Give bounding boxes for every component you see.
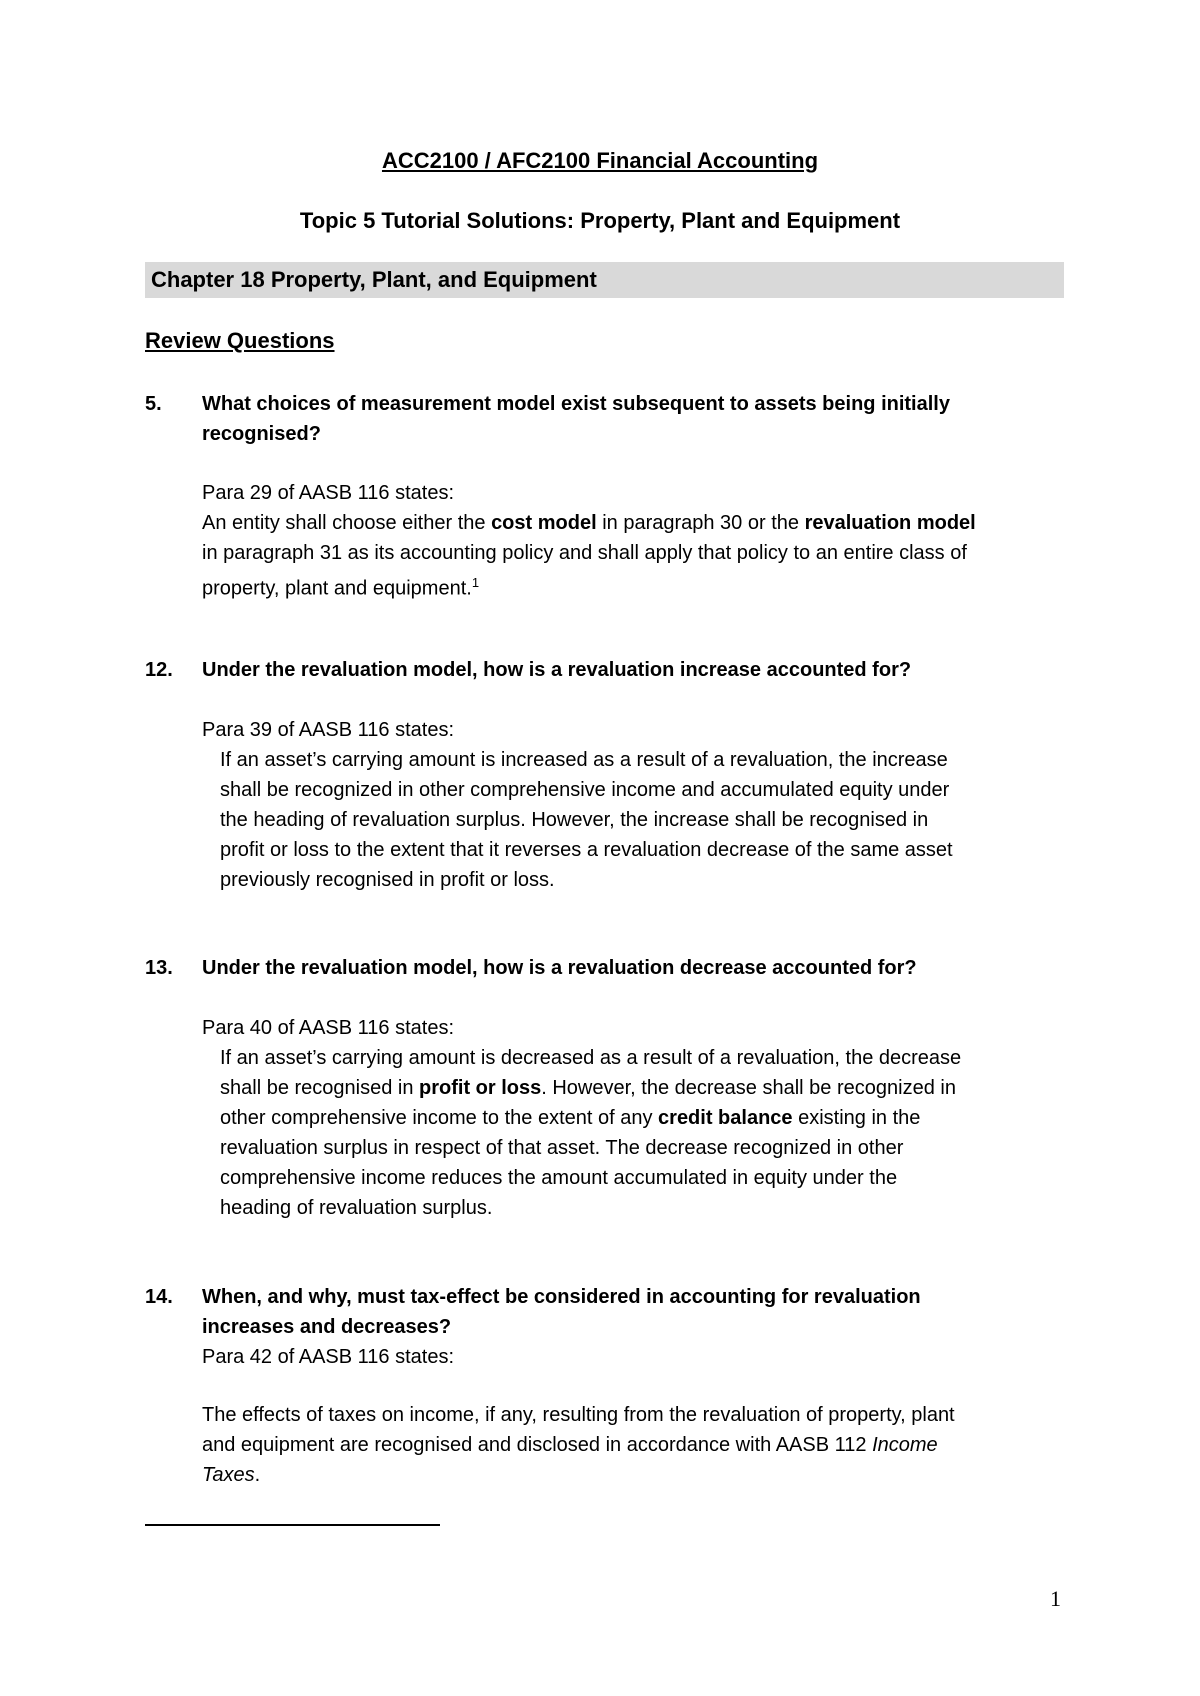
- topic-title: Topic 5 Tutorial Solutions: Property, Plant and Equipment: [299, 208, 901, 233]
- bold-term: cost model: [491, 512, 597, 534]
- text-run: .: [254, 1464, 261, 1486]
- answer-line: comprehensive income reduces the amount accumulated in equity under the: [220, 1167, 898, 1189]
- answer-line: the heading of revaluation surplus. However, the increase shall be recognised in: [220, 809, 929, 831]
- chapter-heading-bar: [145, 262, 1064, 298]
- answer-12: [220, 745, 1080, 895]
- answer-line: previously recognised in profit or loss.: [220, 869, 555, 891]
- question-text-line: Under the revaluation model, how is a revaluation increase accounted for?: [202, 659, 912, 681]
- text-run: other comprehensive income to the extent of any: [220, 1107, 659, 1129]
- answer-line: [202, 1430, 1082, 1460]
- text-run: and equipment are recognised and disclosed in accordance with AASB 112: [202, 1434, 873, 1456]
- question-number: 5.: [145, 393, 162, 415]
- answer-line: revaluation surplus in respect of that asset. The decrease recognized in other: [220, 1137, 904, 1159]
- footnote-separator: [145, 1524, 440, 1526]
- question-12: [145, 655, 1075, 685]
- answer-line: [220, 1103, 1080, 1133]
- answer-line: profit or loss to the extent that it reverses a revaluation decrease of the same asset: [220, 839, 953, 861]
- source-reference: Para 39 of AASB 116 states:: [202, 719, 455, 741]
- answer-line: The effects of taxes on income, if any, resulting from the revaluation of property, plant: [202, 1404, 955, 1426]
- chapter-heading: Chapter 18 Property, Plant, and Equipment: [151, 267, 597, 292]
- bold-term: profit or loss: [419, 1077, 542, 1099]
- text-run: . However, the decrease shall be recognized in: [541, 1077, 956, 1099]
- question-text-line: Under the revaluation model, how is a revaluation decrease accounted for?: [202, 957, 917, 979]
- text-run: An entity shall choose either the: [202, 512, 492, 534]
- answer-line: If an asset’s carrying amount is increased as a result of a revaluation, the increase: [220, 749, 948, 771]
- text-run: property, plant and equipment.: [202, 577, 472, 600]
- question-13: [145, 953, 1075, 983]
- section-heading: Review Questions: [145, 328, 335, 353]
- source-reference: Para 42 of AASB 116 states:: [202, 1346, 455, 1368]
- question-text-line: increases and decreases?: [202, 1316, 452, 1338]
- source-reference: Para 29 of AASB 116 states:: [202, 482, 455, 504]
- answer-line: [202, 568, 1082, 604]
- answer-13: [220, 1043, 1080, 1223]
- answer-line: [202, 1460, 1082, 1490]
- italic-term: Income: [872, 1434, 938, 1456]
- answer-line: heading of revaluation surplus.: [220, 1197, 493, 1219]
- question-text-line: When, and why, must tax-effect be considered in accounting for revaluation: [202, 1286, 921, 1308]
- italic-term: Taxes: [202, 1464, 255, 1486]
- bold-term: revaluation model: [804, 512, 976, 534]
- answer-line: in paragraph 31 as its accounting policy and shall apply that policy to an entire class of: [202, 542, 967, 564]
- text-run: existing in the: [792, 1107, 921, 1129]
- text-run: in paragraph 30 or the: [596, 512, 805, 534]
- answer-line: [202, 508, 1082, 538]
- question-5: [145, 389, 1075, 449]
- question-number: 14.: [145, 1286, 173, 1308]
- question-text-line: recognised?: [202, 423, 321, 445]
- question-text-line: What choices of measurement model exist subsequent to assets being initially: [202, 393, 950, 415]
- text-run: shall be recognised in: [220, 1077, 420, 1099]
- answer-5: [202, 478, 1082, 604]
- page-number: 1: [1050, 1586, 1061, 1611]
- footnote-reference: 1: [471, 575, 480, 590]
- bold-term: credit balance: [658, 1107, 793, 1129]
- answer-14: [202, 1400, 1082, 1490]
- course-title: ACC2100 / AFC2100 Financial Accounting: [381, 148, 819, 173]
- question-14: [145, 1282, 1075, 1342]
- answer-line: shall be recognized in other comprehensive income and accumulated equity under: [220, 779, 950, 801]
- question-number: 13.: [145, 957, 173, 979]
- source-reference: Para 40 of AASB 116 states:: [202, 1017, 455, 1039]
- question-number: 12.: [145, 659, 173, 681]
- answer-line: If an asset’s carrying amount is decreased as a result of a revaluation, the decrease: [220, 1047, 962, 1069]
- answer-line: [220, 1073, 1080, 1103]
